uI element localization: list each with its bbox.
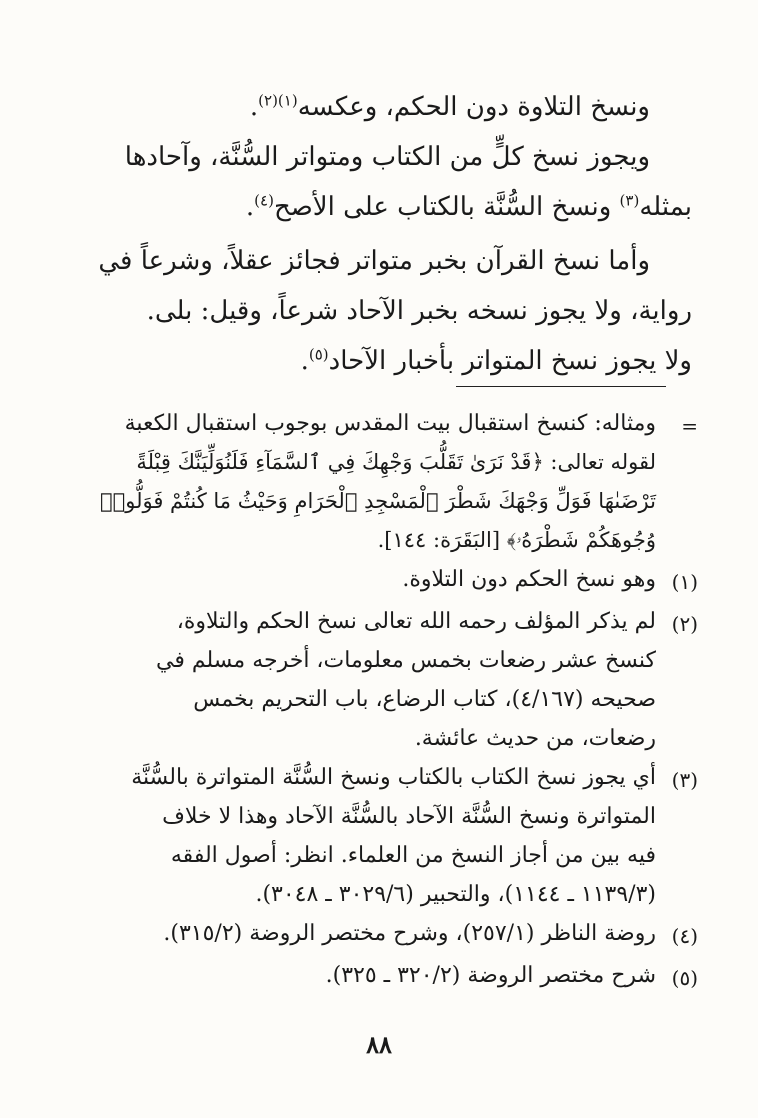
footnote-mark: (٤) — [671, 924, 698, 948]
footnote-line: لم يذكر المؤلف رحمه الله تعالى نسخ الحكم والتلاوة، — [176, 609, 656, 634]
footnote-ref[interactable]: (١)(٢) — [258, 91, 298, 110]
body-line-5: رواية، ولا يجوز نسخه بخبر الآحاد شرعاً، وقيل: بلى. — [146, 296, 692, 326]
body-line-3: بمثله$^{(٣)}$ ونسخ السُّنَّة بالكتاب على الأصح$^{(٤)}$. — [245, 191, 692, 222]
footnote-mark: (١) — [671, 570, 698, 594]
footnote-line: وهو نسخ الحكم دون التلاوة. — [402, 567, 656, 592]
quran-verse-line: تَرْضَىٰهَا فَوَلِّ وَجْهَكَ شَطْرَ ٱلْمَسْجِدِ ٱلْحَرَامِ وَحَيْثُ مَا كُنتُمْ فَوَلُّوا۟ — [100, 489, 656, 513]
footnote-line: أي يجوز نسخ الكتاب بالكتاب ونسخ السُّنَّة المتواترة بالسُّنَّة — [131, 765, 656, 790]
footnote-line: ومثاله: كنسخ استقبال بيت المقدس بوجوب استقبال الكعبة — [124, 411, 656, 436]
footnote-2 — [76, 602, 698, 758]
body-line-2: ويجوز نسخ كلٍّ من الكتاب ومتواتر السُّنَّة، وآحادها — [124, 142, 650, 172]
footnote-5 — [76, 956, 698, 998]
footnotes — [76, 404, 698, 998]
footnote-mark: = — [681, 414, 698, 438]
footnote-continued — [76, 404, 698, 560]
footnote-1 — [76, 560, 698, 602]
main-text — [80, 82, 692, 386]
footnote-ref[interactable]: (٥) — [308, 345, 329, 364]
quran-verse-line: وُجُوهَكُمْ شَطْرَهُۥ﴾ [البَقَرَة: ١٤٤]. — [377, 528, 656, 552]
footnote-line: شرح مختصر الروضة (٣٢٠/٢ ـ ٣٢٥). — [325, 963, 656, 988]
footnote-line: (١١٣٩/٣ ـ ١١٤٤)، والتحبير (٣٠٢٩/٦ ـ ٣٠٤٨). — [255, 882, 656, 907]
footnote-line: فيه بين من أجاز النسخ من العلماء. انظر: أصول الفقه — [170, 843, 656, 868]
footnote-ref[interactable]: (٤) — [254, 191, 274, 210]
page-number: ٨٨ — [366, 1030, 392, 1059]
footnote-mark: (٥) — [671, 966, 698, 990]
footnote-mark: (٢) — [671, 612, 698, 636]
body-line-1: ونسخ التلاوة دون الحكم، وعكسه$^{(١)(٢)}$. — [249, 91, 650, 122]
quran-verse-line: لقوله تعالى: ﴿قَدْ نَرَىٰ تَقَلُّبَ وَجْهِكَ فِي ٱلسَّمَآءِ فَلَنُوَلِّيَنَّكَ قِبْلَةً — [136, 450, 656, 474]
footnote-4 — [76, 914, 698, 956]
footnote-line: كنسخ عشر رضعات بخمس معلومات، أخرجه مسلم في — [156, 648, 656, 673]
footnote-separator — [456, 386, 666, 387]
body-line-6: ولا يجوز نسخ المتواتر بأخبار الآحاد$^{(٥)}$. — [300, 345, 692, 376]
footnote-3 — [76, 758, 698, 914]
footnote-line: رضعات، من حديث عائشة. — [414, 726, 656, 751]
footnote-line: المتواترة ونسخ السُّنَّة الآحاد بالسُّنَّة الآحاد وهذا لا خلاف — [162, 804, 656, 829]
footnote-line: صحيحه (٤/١٦٧)، كتاب الرضاع، باب التحريم بخمس — [193, 687, 656, 712]
footnote-ref[interactable]: (٣) — [619, 191, 640, 210]
footnote-mark: (٣) — [671, 768, 698, 792]
footnote-line: روضة الناظر (٢٥٧/١)، وشرح مختصر الروضة (٣١٥/٢). — [163, 921, 656, 946]
body-line-4: وأما نسخ القرآن بخبر متواتر فجائز عقلاً، وشرعاً في — [98, 246, 650, 276]
